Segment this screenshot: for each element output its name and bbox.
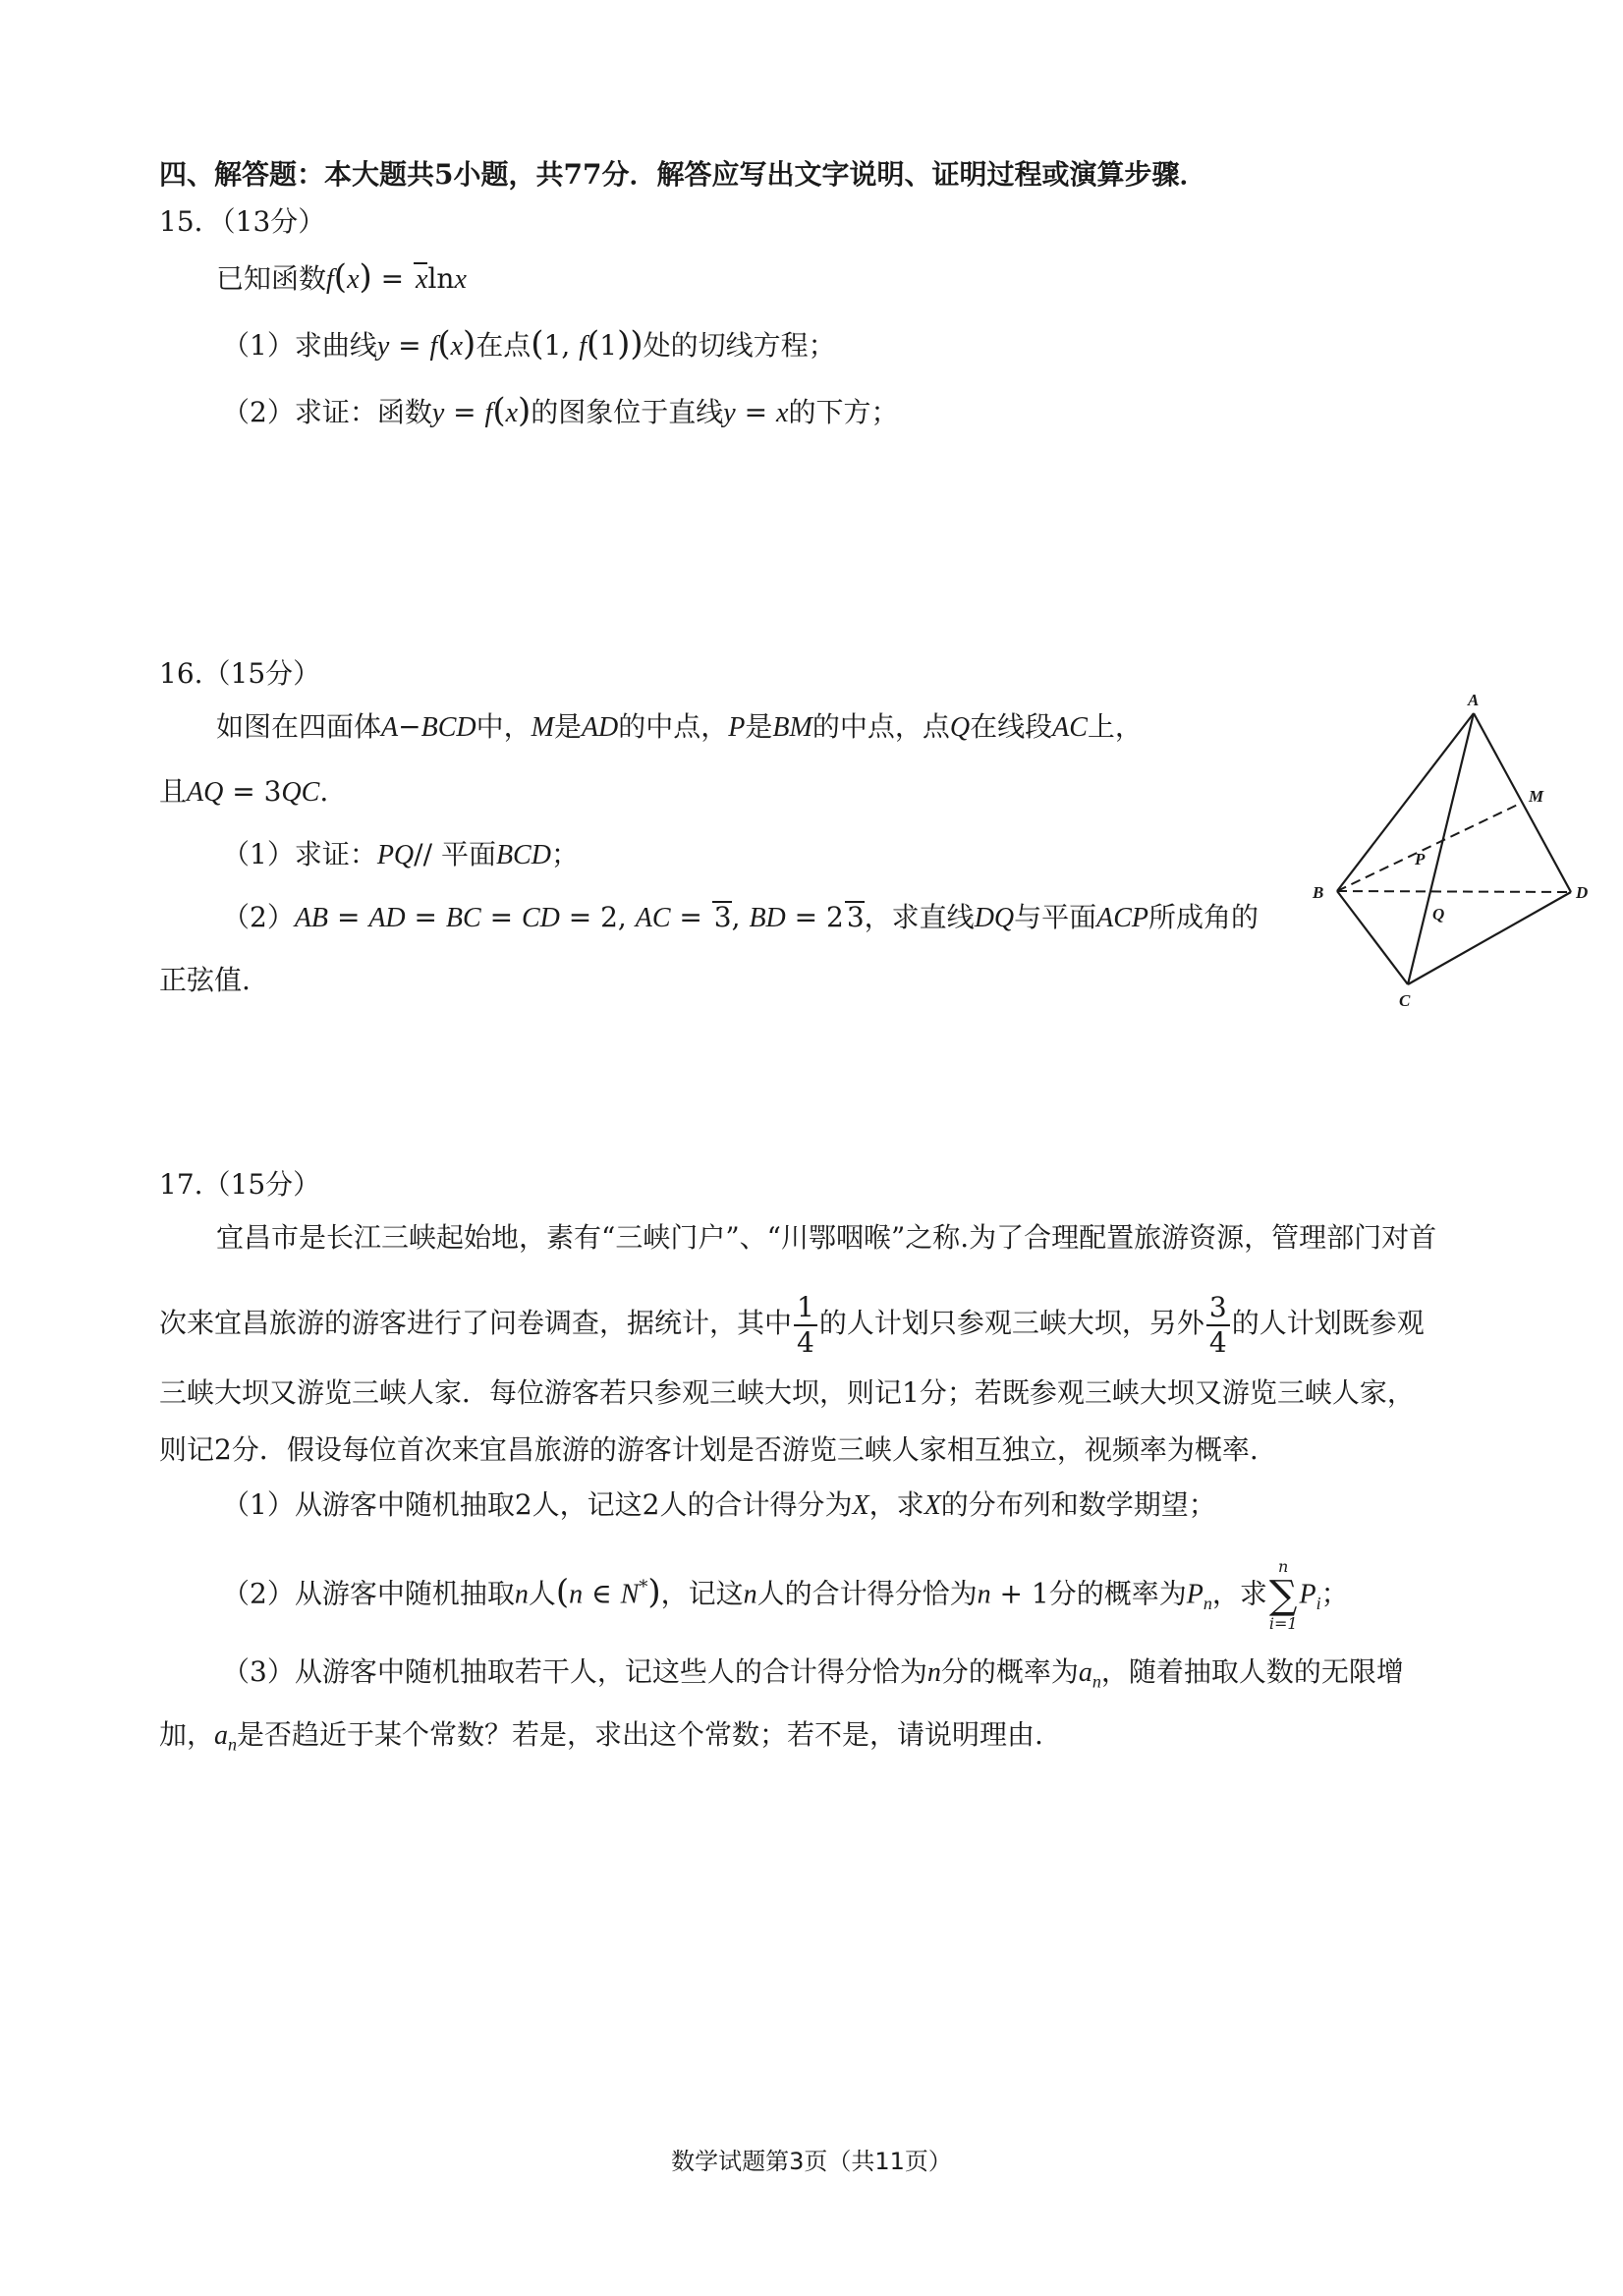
label-b: B: [1313, 883, 1324, 902]
q17-line1: 宜昌市是长江三峡起始地，素有“三峡门户”、“川鄂咽喉”之称.为了合理配置旅游资源，管理部门对首: [216, 1221, 1437, 1254]
label-d: D: [1576, 883, 1589, 902]
summation: n ∑ i=1: [1268, 1556, 1298, 1633]
q15-part2: （2）求证：函数y = f(x)的图象位于直线y = x的下方；: [222, 391, 899, 430]
q16-part1: （1）求证：PQ// 平面BCD；: [222, 838, 579, 870]
tetrahedron-figure: [1297, 688, 1592, 1022]
formula: f: [326, 264, 334, 295]
q17-line2: 次来宜昌旅游的游客进行了问卷调查，据统计，其中 $\frac{1}{4}$ 的人计划只参观三峡大坝，另外 $\frac{3}{4}$ 的人计划既参观: [159, 1290, 1425, 1359]
segment-bm: [1337, 803, 1522, 891]
q17-number: 17.（15分）: [159, 1168, 321, 1201]
q16-line2: 且AQ = 3QC.: [159, 775, 329, 808]
edge-ac: [1408, 713, 1474, 984]
q17-part2: （2）从游客中随机抽取n人(n ∈ N*)，记这n人的合计得分恰为n + 1分的概率为$P_n$，求 n ∑ i=1 $P_i$；: [222, 1556, 1349, 1633]
label-a: A: [1468, 691, 1480, 709]
q15-number: 15．（13分）: [159, 205, 326, 238]
q17-line3: 三峡大坝又游览三峡人家．每位游客若只参观三峡大坝，则记1分；若既参观三峡大坝又游览三峡人家，: [159, 1376, 1415, 1409]
label-p: P: [1415, 850, 1426, 868]
fraction-one-quarter: $\frac{1}{4}$: [794, 1291, 817, 1360]
q16-part2: （2）AB = AD = BC = CD = 2, AC = 3, BD = 2 3，求直线DQ与平面ACP所成角的: [222, 901, 1259, 933]
q16-number: 16.（15分）: [159, 657, 321, 690]
q15-part1: （1）求曲线y = f(x)在点(1, f(1))处的切线方程；: [222, 324, 836, 364]
label-q: Q: [1432, 905, 1445, 924]
edge-ad: [1474, 713, 1571, 892]
q15-stem: 已知函数f(x) = xlnx: [216, 257, 467, 297]
fraction-three-quarters: $\frac{3}{4}$: [1206, 1291, 1230, 1360]
q17-part1: （1）从游客中随机抽取2人，记这2人的合计得分为X，求X的分布列和数学期望；: [222, 1488, 1216, 1521]
q16-line1: 如图在四面体A−BCD中，M是AD的中点，P是BM的中点，点Q在线段AC上，: [216, 710, 1143, 743]
q16-part2-cont: 正弦值.: [159, 964, 251, 996]
q17-part3-cont: 加，$a_n$是否趋近于某个常数？若是，求出这个常数；若不是，请说明理由.: [159, 1718, 1043, 1755]
label-c: C: [1399, 991, 1411, 1010]
q17-part3: （3）从游客中随机抽取若干人，记这些人的合计得分恰为n分的概率为$a_n$，随着抽取人数的无限增: [222, 1655, 1404, 1692]
q17-line4: 则记2分．假设每位首次来宜昌旅游的游客计划是否游览三峡人家相互独立，视频率为概率.: [159, 1433, 1259, 1466]
section-heading: 四、解答题：本大题共5小题，共77分．解答应写出文字说明、证明过程或演算步骤．: [159, 158, 1207, 191]
page-footer: 数学试题第3页（共11页）: [671, 2148, 952, 2175]
edge-bd: [1337, 891, 1571, 892]
edge-bc: [1337, 891, 1408, 984]
label-m: M: [1529, 787, 1544, 806]
